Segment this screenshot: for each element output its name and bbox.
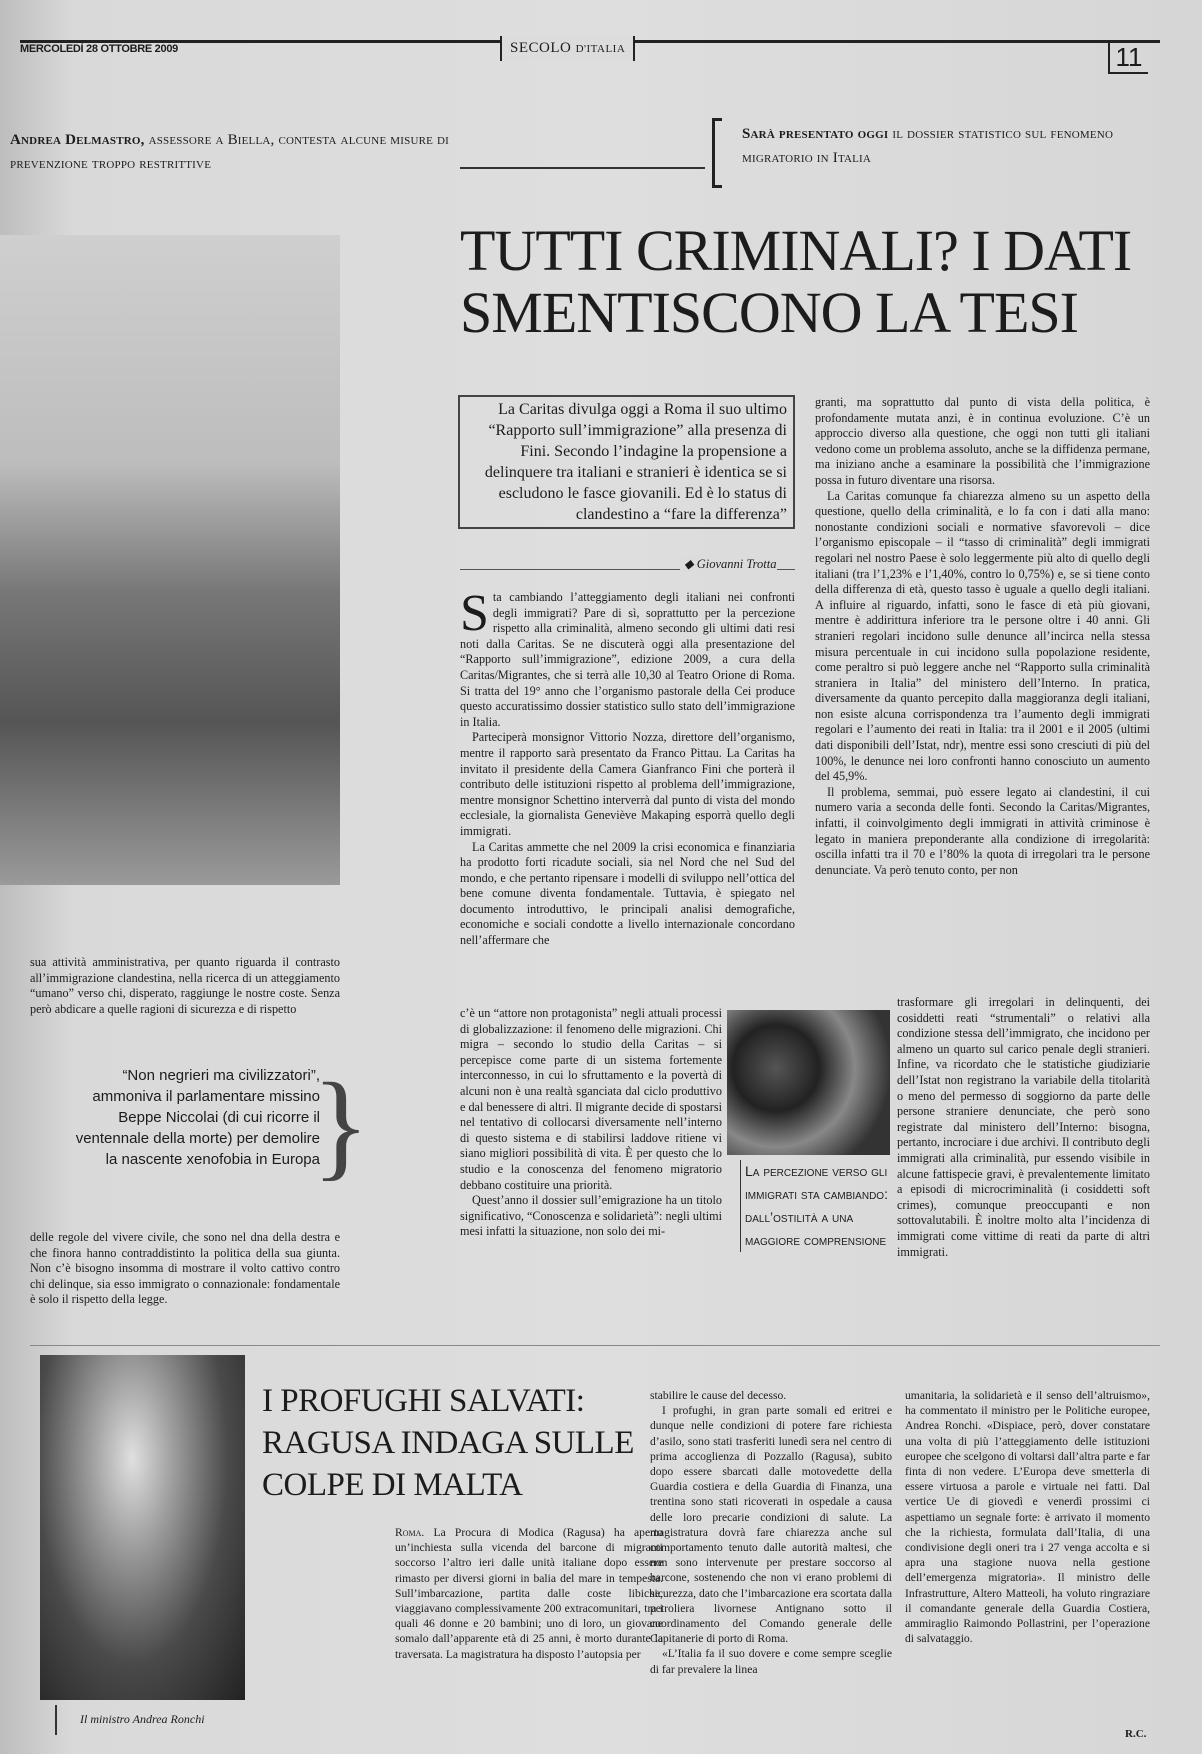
paragraph: La Caritas ammette che nel 2009 la crisi economica e finanziaria ha prodotto forti ricadute sociali, sia nel Nord che nel Sud del mondo, e che pertanto ripensare i modelli di sviluppo nell’ottica del bene comune diventa fondamentale. Tuttavia, è spiegato nel documento introduttivo, le principali analisi demografiche, economiche e sociali condotte a livello internazionale concordano nell’affermare che — [460, 839, 795, 948]
kicker-left-name: Andrea Delmastro, — [10, 132, 145, 148]
page-number: 11 — [1108, 40, 1148, 74]
pull-quote: “Non negrieri ma civilizzatori”, ammoniva il parlamentare missino Beppe Niccolai (di cui ricorre il ventennale della morte) per demolire la nascente xenofobia in Europa — [75, 1067, 320, 1168]
photo-police-migrants — [0, 235, 340, 885]
masthead-small: D'ITALIA — [575, 43, 626, 55]
kicker-right-lead: Sarà presentato oggi — [742, 126, 889, 142]
bottom-photo-caption: Il ministro Andrea Ronchi — [80, 1712, 205, 1726]
standfirst: La Caritas divulga oggi a Roma il suo ultimo “Rapporto sull’immigrazione” alla presenza di Fini. Secondo l’indagine la propensione a delinquere tra italiani e stranieri è identica se si escludono le fasce giovanili. Ed è lo status di clandestino a “fare la differenza” — [458, 395, 795, 529]
photo-crowd — [727, 1010, 890, 1155]
paragraph: delle regole del vivere civile, che sono nel dna della destra e che finora hanno contraddistinto la politica della sua giunta. Non c’è bisogno insomma di mostrare il volto cattivo contro chi delinque, sia esso immigrato o connazionale: fondamentale è solo il rispetto della legge. — [30, 1230, 340, 1307]
photo-minister-ronchi — [40, 1355, 245, 1700]
paragraph: «L’Italia fa il suo dovere e come sempre sceglie di far prevalere la linea — [650, 1647, 892, 1676]
paragraph: ta cambiando l’atteggiamento degli italiani nei confronti degli immigrati? Pare di sì, soprattutto per la percezione rispetto alla criminalità, almeno secondo gli ultimi dati resi noti dalla Caritas. Se ne discuterà oggi alla presentazione del “Rapporto sull’immigrazione”, edizione 2009, a cura della Caritas/Migrantes, che si terrà alle 10,30 al Teatro Orione di Roma. Si tratta del 19° anno che l’organismo pastorale della Cei produce questo accuratissimo dossier statistico sullo stato dell’immigrazione in Italia. — [460, 590, 795, 729]
author-signature: R.C. — [1125, 1728, 1147, 1740]
paragraph: I profughi, in gran parte somali ed eritrei e dunque nelle condizioni di potere fare richiesta d’asilo, sono stati trasferiti lunedì sera nel centro di prima accoglienza di Pozzallo (Ragusa), subito dopo essere sbarcati dalle motovedette della Guardia costiera e della Guardia di Finanza, una trentina sono stati ricoverati in ospedale a causa delle loro precarie condizioni di salute. La magistratura dovrà fare chiarezza anche sul comportamento tenuto dalle autorità maltesi, che non sono intervenute per prestare soccorso al barcone, sostenendo che non vi erano problemi di sicurezza, dato che l’imbarcazione era scortata dalla petroliera livornese Antignano sotto il coordinamento del Comando generale delle Capitanerie di porto di Roma. — [650, 1404, 892, 1646]
masthead-name: SECOLO — [510, 40, 572, 56]
paragraph: c’è un “attore non protagonista” negli attuali processi di globalizzazione: il fenomeno delle migrazioni. Chi migra – secondo lo studio della Caritas – si percepisce come parte di un sistema fortemente interconnesso, in cui lo sfruttamento e la povertà di alcuni non è una realtà sganciata dal ciclo produttivo e dal benessere di altri. Il migrante decide di spostarsi nel tentativo di collocarsi diversamente nell’interno di questo sistema e di stabilirsi laddove ritiene vi siano migliori possibilità di vita. È per questo che lo studio e la conoscenza del fenomeno migratorio debbano costituire una priorità. — [460, 1006, 722, 1192]
article-column-2b — [460, 1006, 722, 1240]
section-divider — [30, 1345, 1160, 1346]
kicker-left — [10, 128, 450, 176]
curly-brace-decoration: } — [312, 1058, 370, 1191]
paragraph: trasformare gli irregolari in delinquenti, dei cosiddetti reati “strumentali” o relativi alla condizione stessa dell’immigrato, che incidono per almeno un quarto sul carico penale degli stranieri. Infine, va ricordato che le statistiche giudiziarie dell’Istat non registrano la variabile della titolarità o meno del permesso di soggiorno da parte delle persone straniere denunciate, che però sono registrate dal ministero dell’Interno: bisogna, pertanto, incrociare i due archivi. Il contributo degli immigrati alla criminalità, pur essendo visibile in alcune fattispecie gravi, è prevalentemente limitato a episodi di microcriminalità (i cosiddetti soft crimes), comunque preoccupanti e non sottovalutabili. È inoltre molto alta l’incidenza di immigrati come vittime di reati da parte di altri immigrati. — [897, 995, 1150, 1259]
article-column-3 — [815, 395, 1150, 878]
paragraph: Parteciperà monsignor Vittorio Nozza, direttore dell’organismo, mentre il rapporto sarà presentato da Franco Pittau. La Caritas ha invitato il presidente della Camera Gianfranco Fini che porterà il contributo delle istituzioni rispetto al problema dell’immigrazione, mentre monsignor Schettino interverrà dal punto di vista del mondo ecclesiale, la giornalista Geneviève Makaping esporrà quello degli immigrati. — [460, 730, 795, 838]
byline: ◆ Giovanni Trotta — [680, 556, 777, 572]
paragraph: Il problema, semmai, può essere legato ai clandestini, il cui numero varia a seconda delle fonti. Secondo la Caritas/Migrantes, infatti, il coinvolgimento degli immigrati in attività criminose è legato in maniera preponderante alla condizione di irregolarità: oscilla infatti tra il 70 e l’80% la quota di irregolari tra le persone denunciate. Va però tenuto conto, per non — [815, 784, 1150, 877]
kicker-right — [742, 122, 1152, 170]
paragraph: La Caritas comunque fa chiarezza almeno su un aspetto della questione, quello della criminalità, e lo fa con i dati alla mano: nonostante condizioni sociali e normative sfavorevoli – dice l’organismo episcopale – il “tasso di criminalità” degli immigrati regolari nel nostro Paese è solo leggermente più alto di quello degli italiani (tra l’1,23% e l’1,40%, contro lo 0,75%) e, se si tiene conto della differenza di età, questo tasso è uguale a quello degli italiani. A influire al riguardo, infatti, sono le fasce di età più giovani, mentre è addirittura inferiore tra le persone oltre i 40 anni. Gli stranieri regolari incidono sulle denunce all’incirca nella stessa misura percentuale in cui incidono sulla popolazione residente, come peraltro si può leggere anche nel “Rapporto sulla criminalità straniera in Italia” del ministero dell’Interno. In pratica, diversamente da quanto percepito dalla maggioranza degli italiani, non esiste alcuna corrispondenza tra l’aumento degli immigrati regolari e l’aumento dei reati in Italia: tra il 2001 e il 2005 (ultimi dati disponibili dell’Istat, ndr), mentre essi sono cresciuti di più del 100%, le denunce nei loro confronti hanno conosciuto un aumento del 45,9%. — [815, 488, 1150, 784]
dateline: Roma. — [395, 1526, 425, 1539]
kicker-right-text: il dossier statistico sul fenomeno migratorio in Italia — [742, 126, 1114, 166]
paragraph-text: La Procura di Modica (Ragusa) ha aperto un’inchiesta sulla vicenda del barcone di migranti soccorso l’altro ieri dalle unità italiane dopo essere rimasto per diversi giorni in balia del mare in tempesta. Sull’imbarcazione, partita dalle coste libiche, viaggiavano complessivamente 200 extracomunitari, tra i quali 46 donne e 20 bambini; uno di loro, un giovane somalo dall’apparente età di 25 anni, è morto durante la traversata. La magistratura ha disposto l’autopsia per — [395, 1526, 663, 1661]
paragraph: Quest’anno il dossier sull’emigrazione ha un titolo significativo, “Conoscenza e solidarietà”: negli ultimi mesi infatti la situazione, non solo dei mi- — [460, 1193, 722, 1239]
paragraph — [395, 1525, 663, 1662]
drop-cap: S — [460, 585, 489, 642]
paragraph: umanitaria, la solidarietà e il senso dell’altruismo», ha commentato il ministro per le Politiche europee, Andrea Ronchi. «Dispiace, però, dover constatare una volta di più l’atteggiamento delle istituzioni europee che scelgono di voltarsi dall’altra parte e far finta di non vedere. L’Europa deve smetterla di essere virtuosa a parole e virtuale nei fatti. Dal vertice Ue di giovedì e venerdì prossimi ci aspettiamo un segnale forte: è arrivato il momento che la richiesta, formulata dall’Italia, di una condivisione degli oneri tra i 27 venga accolta e si apra una stagione nuova nella gestione dell’emergenza migratoria». Il ministro delle Infrastrutture, Altero Matteoli, ha voluto ringraziare il comandante generale della Guardia Costiera, ammiraglio Raimondo Pollastrini, per l’operazione di salvataggio. — [905, 1389, 1150, 1646]
paragraph: sua attività amministrativa, per quanto riguarda il contrasto all’immigrazione clandestina, nella ricerca di un atteggiamento “umano” verso chi, disperato, raggiunge le nostre coste. Senza però abdicare a quelle ragioni di sicurezza e di rispetto — [30, 955, 340, 1016]
bottom-column-2 — [650, 1388, 892, 1677]
main-headline: TUTTI CRIMINALI? I DATI SMENTISCONO LA TESI — [460, 218, 1132, 345]
bottom-column-3 — [905, 1388, 1150, 1646]
secondary-headline: I PROFUGHI SALVATI: RAGUSA INDAGA SULLE COLPE DI MALTA — [262, 1383, 634, 1503]
kicker-left-text: assessore a Biella, contesta alcune misure di prevenzione troppo restrittive — [10, 132, 450, 172]
article-column-3b — [897, 995, 1150, 1260]
masthead — [500, 36, 635, 61]
article-column-2 — [460, 585, 795, 949]
bracket-decoration — [712, 118, 722, 188]
paragraph: stabilire le cause del decesso. — [650, 1389, 787, 1402]
side-text-1 — [30, 955, 340, 1017]
caption-rule — [55, 1705, 57, 1735]
bottom-column-1 — [395, 1525, 663, 1662]
side-text-2 — [30, 1230, 340, 1308]
paragraph: granti, ma soprattutto dal punto di vista della politica, è profondamente mutata anzi, è in continua evoluzione. C’è un approccio diverso alla questione, che oggi non tutti gli italiani vedono come un problema assoluto, anche se la diffidenza permane, ma iniziano anche a esaminare la possibilità che l’immigrazione possa in futuro diventare una risorsa. — [815, 395, 1150, 487]
photo-caption: La percezione verso gli immigrati sta cambiando: dall’ostilità a una maggiore comprensione — [740, 1160, 890, 1252]
issue-date: MERCOLEDÌ 28 OTTOBRE 2009 — [20, 43, 178, 55]
kicker-rule — [460, 167, 705, 169]
